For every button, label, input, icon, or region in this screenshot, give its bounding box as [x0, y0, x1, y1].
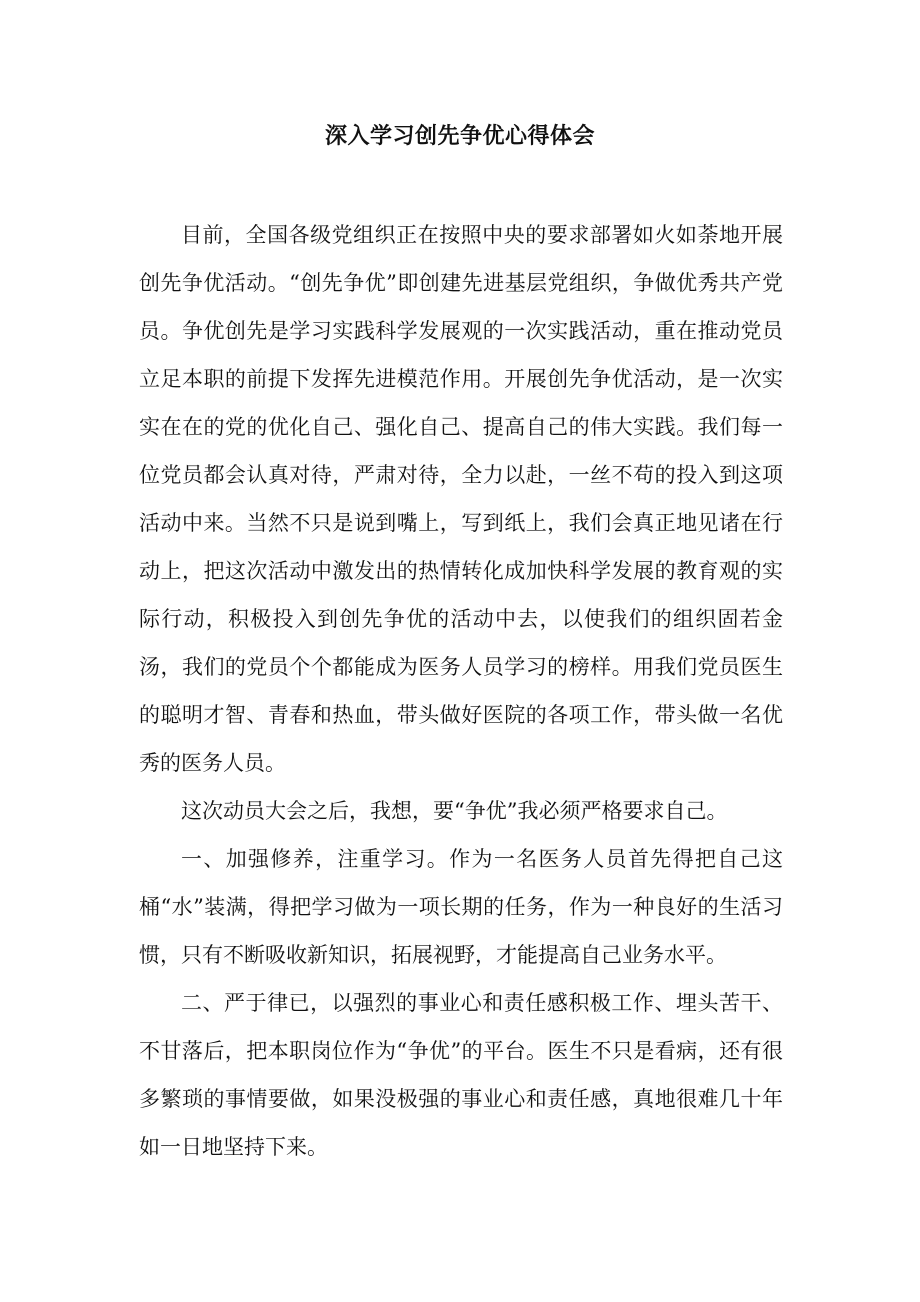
paragraph-point-one: 一、加强修养，注重学习。作为一名医务人员首先得把自己这桶“水”装满，得把学习做为一项长期的任务，作为一种良好的生活习惯，只有不断吸收新知识，拓展视野，才能提高自己业务水平。 — [139, 847, 783, 967]
paragraph-point-two: 二、严于律已，以强烈的事业心和责任感积极工作、埋头苦干、不甘落后，把本职岗位作为“争优”的平台。医生不只是看病，还有很多繁琐的事情要做，如果没极强的事业心和责任感，真地很难几十年如一日地坚持下来。 — [139, 991, 783, 1159]
paragraph-resolve: 这次动员大会之后，我想，要“争优”我必须严格要求自己。 — [181, 799, 728, 823]
document-title: 深入学习创先争优心得体会 — [324, 123, 595, 149]
document-body — [139, 211, 783, 1171]
paragraph-intro: 目前，全国各级党组织正在按照中央的要求部署如火如荼地开展创先争优活动。“创先争优”即创建先进基层党组织，争做优秀共产党员。争优创先是学习实践科学发展观的一次实践活动，重在推动党员立足本职的前提下发挥先进模范作用。开展创先争优活动，是一次实实在在的党的优化自己、强化自己、提高自己的伟大实践。我们每一位党员都会认真对待，严肃对待，全力以赴，一丝不苟的投入到这项活动中来。当然不只是说到嘴上，写到纸上，我们会真正地见诸在行动上，把这次活动中激发出的热情转化成加快科学发展的教育观的实际行动，积极投入到创先争优的活动中去，以使我们的组织固若金汤，我们的党员个个都能成为医务人员学习的榜样。用我们党员医生的聪明才智、青春和热血，带头做好医院的各项工作，带头做一名优秀的医务人员。 — [139, 223, 783, 775]
